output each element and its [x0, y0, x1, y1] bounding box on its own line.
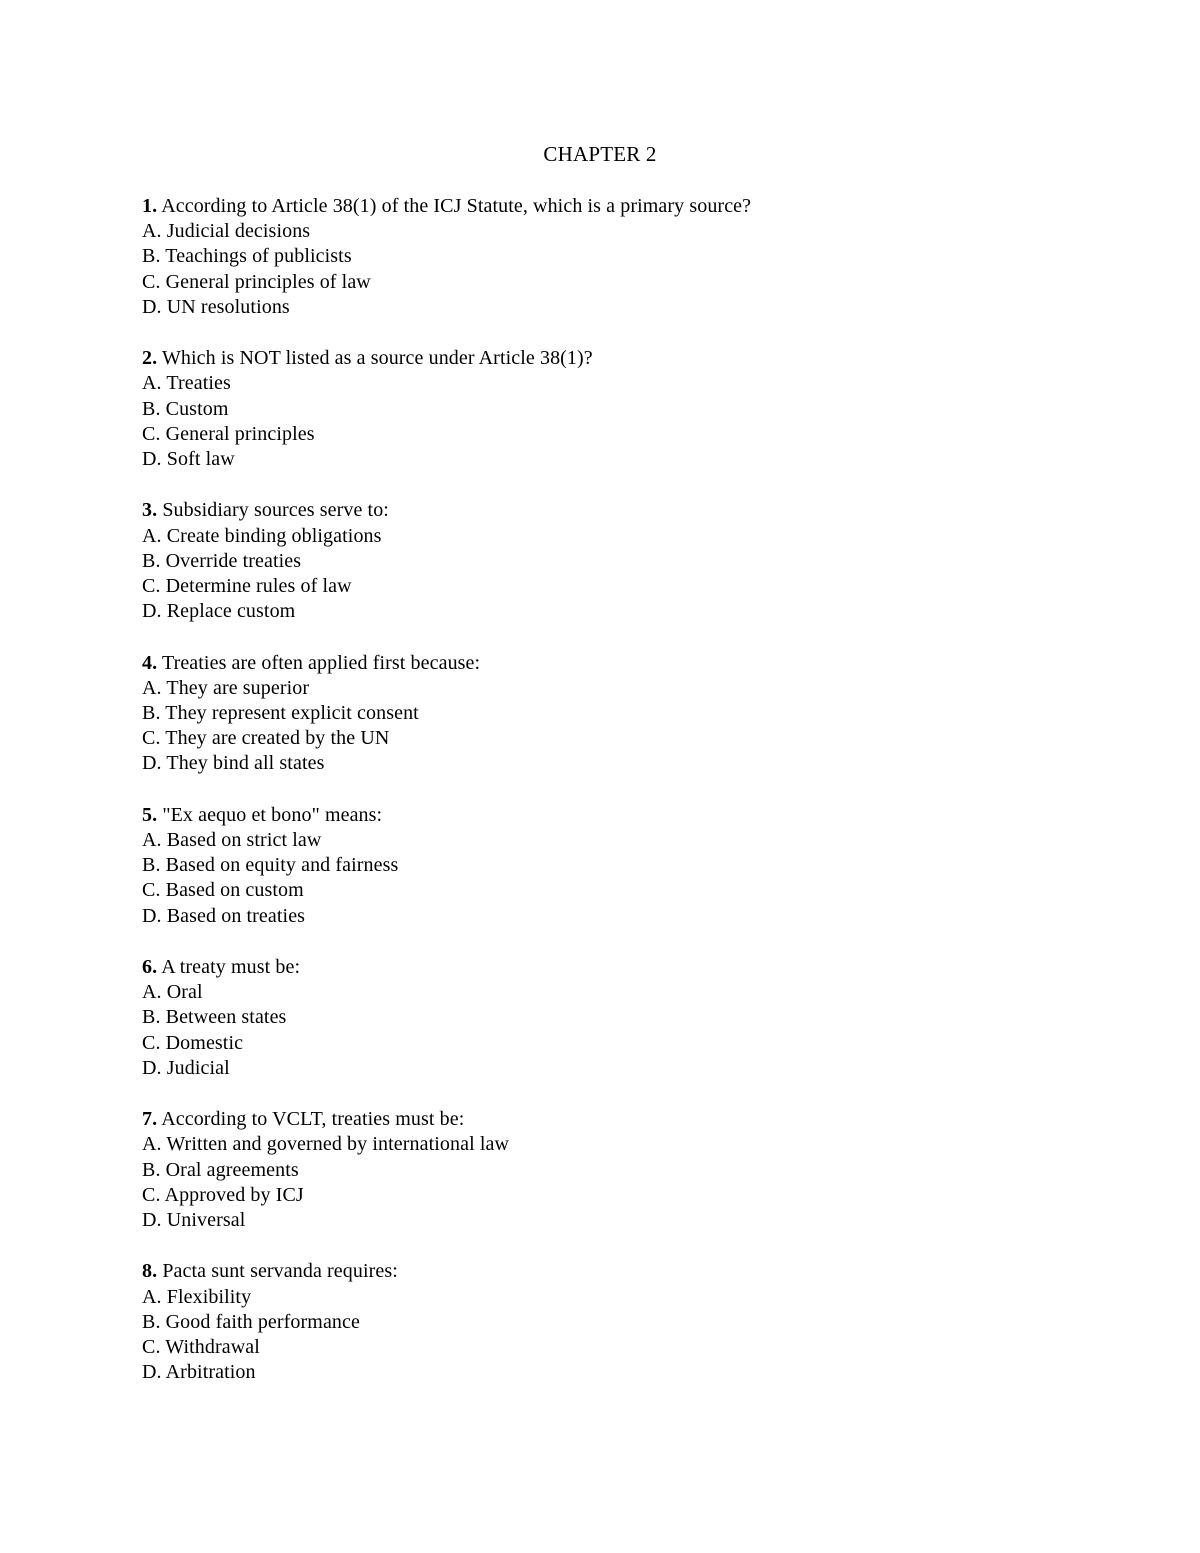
answer-option: D. Arbitration: [142, 1361, 256, 1384]
question-number: 8.: [142, 1260, 158, 1283]
question-5: [142, 803, 1102, 929]
answer-option: C. Approved by ICJ: [142, 1183, 304, 1206]
question-list: [142, 194, 1102, 1412]
question-text: Which is NOT listed as a source under Article 38(1)?: [161, 347, 593, 370]
chapter-title: CHAPTER 2: [543, 142, 657, 166]
answer-option: A. Create binding obligations: [142, 524, 382, 547]
question-4: [142, 651, 1102, 777]
answer-option: A. Based on strict law: [142, 829, 322, 852]
question-6: [142, 955, 1102, 1081]
answer-option: A. Judicial decisions: [142, 220, 311, 243]
question-number: 6.: [142, 956, 158, 979]
answer-option: B. Between states: [142, 1006, 287, 1029]
answer-option: A. Flexibility: [142, 1285, 252, 1308]
answer-option: A. Oral: [142, 981, 203, 1004]
question-text: "Ex aequo et bono" means:: [162, 803, 383, 826]
question-stem: [142, 346, 1102, 371]
answer-option: C. Withdrawal: [142, 1336, 260, 1359]
answer-option: B. Good faith performance: [142, 1310, 360, 1333]
answer-option: C. Domestic: [142, 1031, 244, 1054]
answer-option: C. General principles of law: [142, 270, 371, 293]
answer-option: D. Replace custom: [142, 600, 296, 623]
question-8: [142, 1259, 1102, 1385]
question-stem: [142, 651, 1102, 676]
answer-option: A. They are superior: [142, 676, 310, 699]
answer-option: D. Universal: [142, 1209, 246, 1232]
question-stem: [142, 1107, 1102, 1132]
answer-option: C. Determine rules of law: [142, 575, 352, 598]
answer-option: B. Teachings of publicists: [142, 245, 352, 268]
answer-option: C. They are created by the UN: [142, 727, 390, 750]
answer-option: B. Custom: [142, 397, 229, 420]
answer-option: D. UN resolutions: [142, 295, 290, 318]
question-number: 4.: [142, 651, 158, 674]
question-number: 2.: [142, 347, 158, 370]
question-number: 1.: [142, 195, 158, 217]
answer-option: B. Override treaties: [142, 549, 302, 572]
question-stem: [142, 194, 1102, 219]
question-3: [142, 498, 1102, 624]
answer-option: A. Treaties: [142, 372, 231, 395]
question-text: According to VCLT, treaties must be:: [161, 1108, 465, 1131]
question-stem: [142, 498, 1102, 523]
answer-option: B. They represent explicit consent: [142, 702, 419, 725]
question-stem: [142, 803, 1102, 828]
answer-option: D. Based on treaties: [142, 904, 306, 927]
question-1: [142, 194, 1102, 320]
question-text: Treaties are often applied first because:: [161, 651, 481, 674]
answer-option: D. Judicial: [142, 1056, 230, 1079]
answer-option: D. Soft law: [142, 448, 235, 471]
answer-option: C. General principles: [142, 422, 315, 445]
answer-option: B. Oral agreements: [142, 1158, 299, 1181]
question-stem: [142, 955, 1102, 980]
question-text: According to Article 38(1) of the ICJ Statute, which is a primary source?: [161, 195, 752, 217]
answer-option: D. They bind all states: [142, 752, 325, 775]
question-stem: [142, 1259, 1102, 1284]
question-7: [142, 1107, 1102, 1233]
question-text: A treaty must be:: [161, 956, 301, 979]
question-number: 5.: [142, 803, 158, 826]
question-number: 3.: [142, 499, 158, 522]
question-number: 7.: [142, 1108, 158, 1131]
answer-option: B. Based on equity and fairness: [142, 854, 399, 877]
answer-option: A. Written and governed by international law: [142, 1133, 510, 1156]
question-text: Pacta sunt servanda requires:: [162, 1260, 398, 1283]
question-2: [142, 346, 1102, 472]
question-text: Subsidiary sources serve to:: [162, 499, 389, 522]
answer-option: C. Based on custom: [142, 879, 304, 902]
